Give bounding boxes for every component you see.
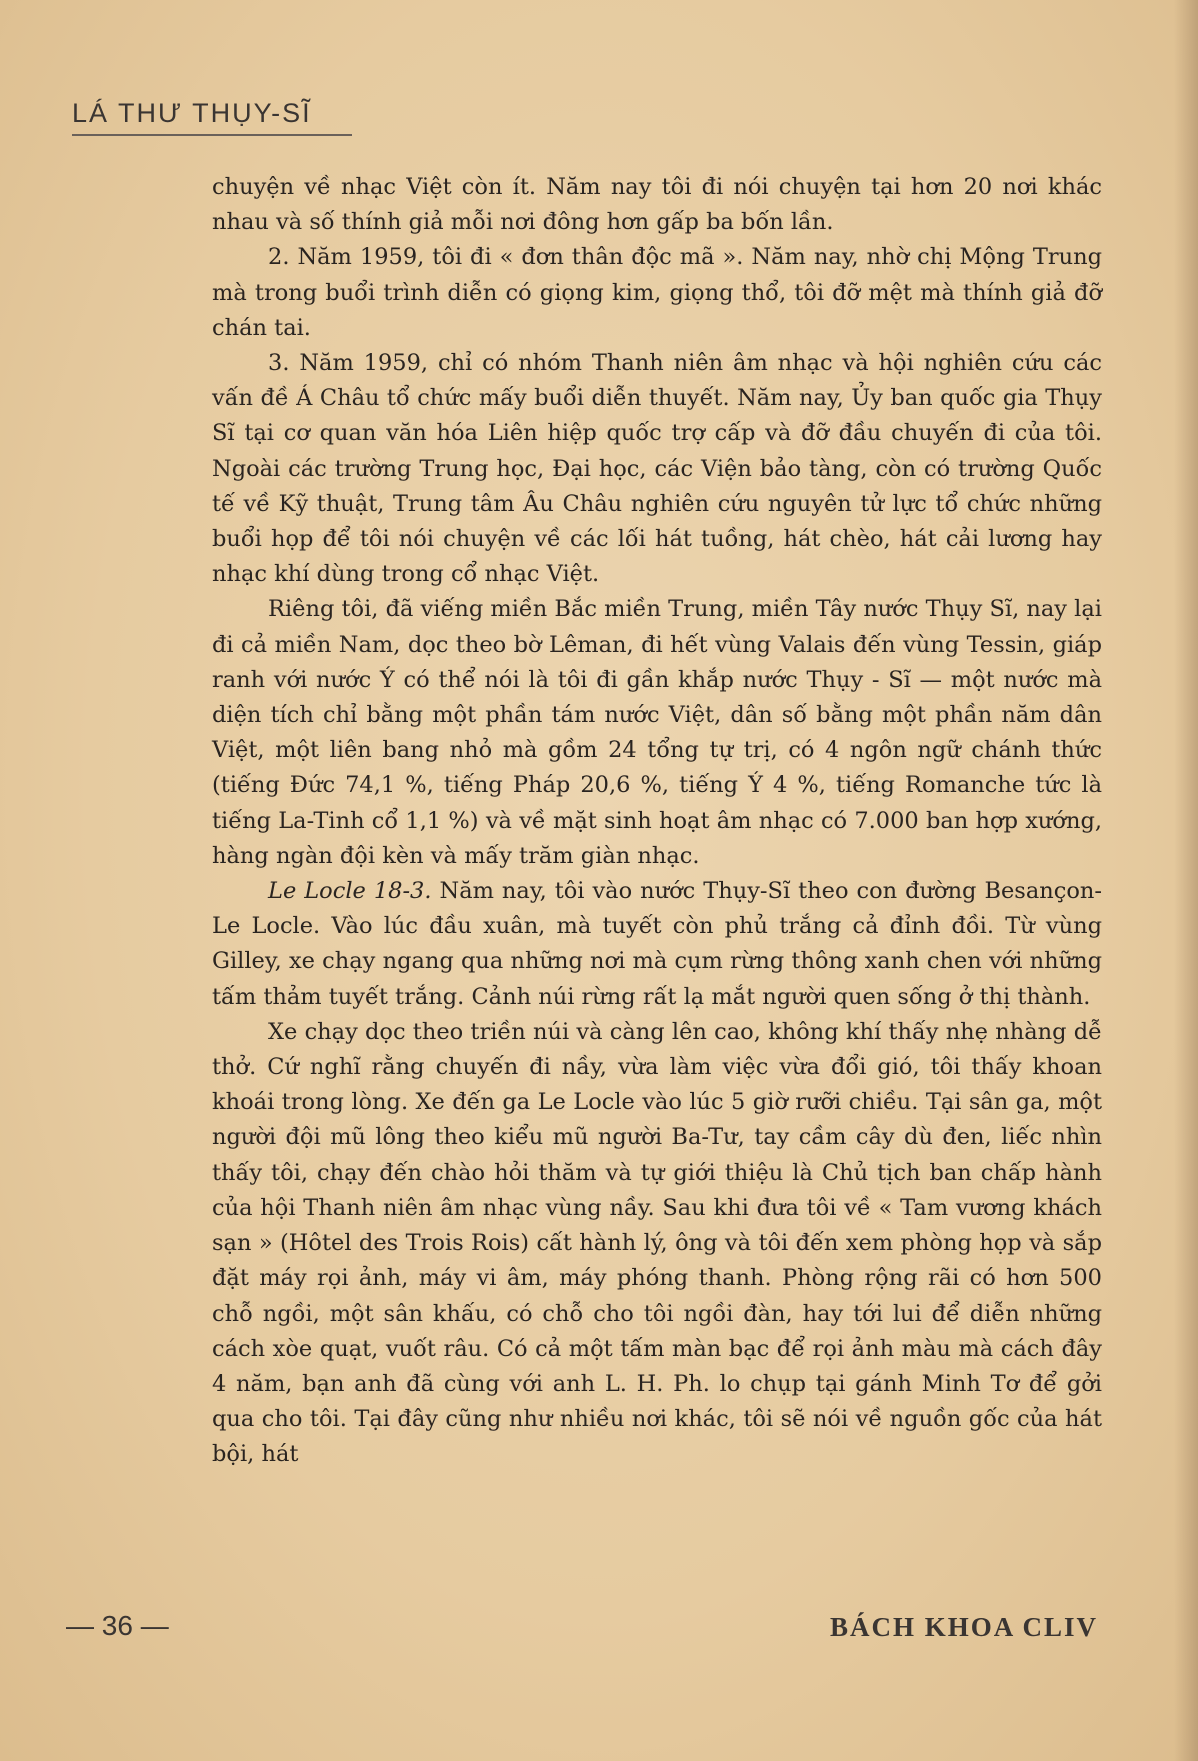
paragraph-travels: Riêng tôi, đã viếng miền Bắc miền Trung, miền Tây nước Thụy Sĩ, nay lại đi cả miền Nam, dọc theo bờ Lêman, đi hết vùng Valais đến vùng Tessin, giáp ranh với nước Ý có thể nói là tôi đi gần khắp nước Thụy - Sĩ — một nước mà diện tích chỉ bằng một phần tám nước Việt, dân số bằng một phần năm dân Việt, một liên bang nhỏ mà gồm 24 tổng tự trị, có 4 ngôn ngữ chánh thức (tiếng Đức 74,1 %, tiếng Pháp 20,6 %, tiếng Ý 4 %, tiếng Romanche tức là tiếng La-Tinh cổ 1,1 %) và về mặt sinh hoạt âm nhạc có 7.000 ban hợp xướng, hàng ngàn đội kèn và mấy trăm giàn nhạc. <box>212 596 1102 869</box>
page-number: — 36 — <box>66 1610 169 1641</box>
paragraph-le-locle-text: Năm nay, tôi vào nước Thụy-Sĩ theo con đường Besançon-Le Locle. Vào lúc đầu xuân, mà tuyết còn phủ trắng cả đỉnh đồi. Từ vùng Gilley, xe chạy ngang qua những nơi mà cụm rừng thông xanh chen với những tấm thảm tuyết trắng. Cảnh núi rừng rất lạ mắt người quen sống ở thị thành. <box>212 878 1102 1010</box>
paragraph-arrival: Xe chạy dọc theo triền núi và càng lên cao, không khí thấy nhẹ nhàng dễ thở. Cứ nghĩ rằng chuyến đi nầy, vừa làm việc vừa đổi gió, tôi thấy khoan khoái trong lòng. Xe đến ga Le Locle vào lúc 5 giờ rưỡi chiều. Tại sân ga, một người đội mũ lông theo kiểu mũ người Ba-Tư, tay cầm cây dù đen, liếc nhìn thấy tôi, chạy đến chào hỏi thăm và tự giới thiệu là Chủ tịch ban chấp hành của hội Thanh niên âm nhạc vùng nầy. Sau khi đưa tôi về « Tam vương khách sạn » (Hôtel des Trois Rois) cất hành lý, ông và tôi đến xem phòng họp và sắp đặt máy rọi ảnh, máy vi âm, máy phóng thanh. Phòng rộng rãi có hơn 500 chỗ ngồi, một sân khấu, có chỗ cho tôi ngồi đàn, hay tới lui để diễn những cách xòe quạt, vuốt râu. Có cả một tấm màn bạc để rọi ảnh màu mà cách đây 4 năm, bạn anh đã cùng với anh L. H. Ph. lo chụp tại gánh Minh Tơ để gởi qua cho tôi. Tại đây cũng như nhiều nơi khác, tôi sẽ nói về nguồn gốc của hát bội, hát <box>212 1018 1102 1468</box>
article-body <box>212 170 1102 1473</box>
paragraph-continuation: chuyện về nhạc Việt còn ít. Năm nay tôi đi nói chuyện tại hơn 20 nơi khác nhau và số thính giả mỗi nơi đông hơn gấp ba bốn lần. <box>212 174 1102 236</box>
paragraph-point-2: 2. Năm 1959, tôi đi « đơn thân độc mã ». Năm nay, nhờ chị Mộng Trung mà trong buổi trình diễn có giọng kim, giọng thổ, tôi đỡ mệt mà thính giả đỡ chán tai. <box>212 244 1102 341</box>
paragraph-le-locle <box>212 874 1102 1015</box>
header-rule <box>72 134 352 136</box>
dateline: Le Locle 18-3. <box>268 878 432 905</box>
paragraph-point-3: 3. Năm 1959, chỉ có nhóm Thanh niên âm nhạc và hội nghiên cứu các vấn đề Á Châu tổ chức mấy buổi diễn thuyết. Năm nay, Ủy ban quốc gia Thụy Sĩ tại cơ quan văn hóa Liên hiệp quốc trợ cấp và đỡ đầu chuyến đi của tôi. Ngoài các trường Trung học, Đại học, các Viện bảo tàng, còn có trường Quốc tế về Kỹ thuật, Trung tâm Âu Châu nghiên cứu nguyên tử lực tổ chức những buổi họp để tôi nói chuyện về các lối hát tuồng, hát chèo, hát cải lương hay nhạc khí dùng trong cổ nhạc Việt. <box>212 350 1102 588</box>
page-edge-shadow <box>1174 0 1198 1761</box>
running-header: LÁ THƯ THỤY-SĨ <box>72 98 312 128</box>
publication-name: BÁCH KHOA CLIV <box>829 1612 1098 1642</box>
